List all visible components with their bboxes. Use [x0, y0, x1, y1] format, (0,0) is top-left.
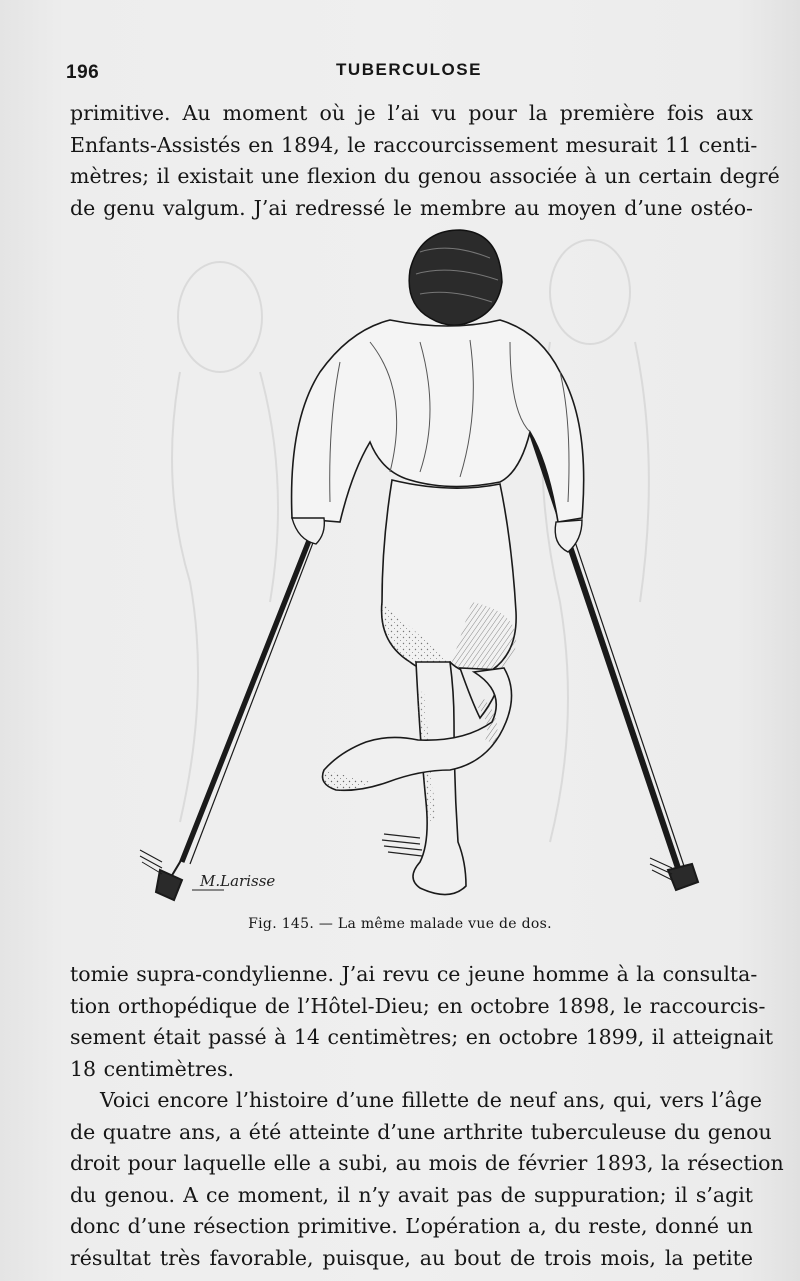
bottom-paragraphs	[70, 959, 784, 1274]
text-line: tomie supra-condylienne. J’ai revu ce jeune homme à la consulta-	[70, 962, 758, 986]
text-line: primitive. Au moment où je l’ai vu pour la première fois aux	[70, 101, 753, 125]
body	[323, 480, 517, 895]
figure-caption: Fig. 145. — La même malade vue de dos.	[248, 916, 552, 932]
figure-illustration	[120, 222, 740, 908]
text-line: du genou. A ce moment, il n’y avait pas de suppuration; il s’agit	[70, 1182, 753, 1207]
page-header	[66, 58, 752, 88]
artist-signature: M.Larisse	[200, 872, 276, 890]
text-line: donc d’une résection primitive. L’opération a, du reste, donné un	[70, 1214, 753, 1238]
running-head: TUBERCULOSE	[336, 60, 482, 79]
text-line: de quatre ans, a été atteinte d’une arthrite tuberculeuse du genou	[70, 1119, 772, 1144]
hair	[409, 230, 502, 325]
text-line: résultat très favorable, puisque, au bout de trois mois, la petite	[70, 1245, 753, 1270]
text-line: mètres; il existait une flexion du genou associée à un certain degré	[70, 164, 780, 188]
page-number: 196	[66, 62, 100, 83]
text-line: tion orthopédique de l’Hôtel-Dieu; en octobre 1898, le raccourcis-	[70, 993, 766, 1018]
engraving-child-on-crutches	[120, 222, 740, 908]
right-crutch	[503, 364, 698, 890]
text-line: 18 centimètres.	[70, 1056, 234, 1081]
top-paragraph	[70, 98, 780, 224]
text-line: sement était passé à 14 centimètres; en octobre 1899, il atteignait	[70, 1025, 774, 1049]
text-line: Voici encore l’histoire d’une fillette de neuf ans, qui, vers l’âge	[100, 1088, 763, 1112]
text-line: de genu valgum. J’ai redressé le membre au moyen d’une ostéo-	[70, 195, 753, 220]
text-line: Enfants-Assistés en 1894, le raccourcissement mesurait 11 centi-	[70, 132, 758, 157]
text-line: droit pour laquelle elle a subi, au mois de février 1893, la résection	[70, 1151, 784, 1175]
